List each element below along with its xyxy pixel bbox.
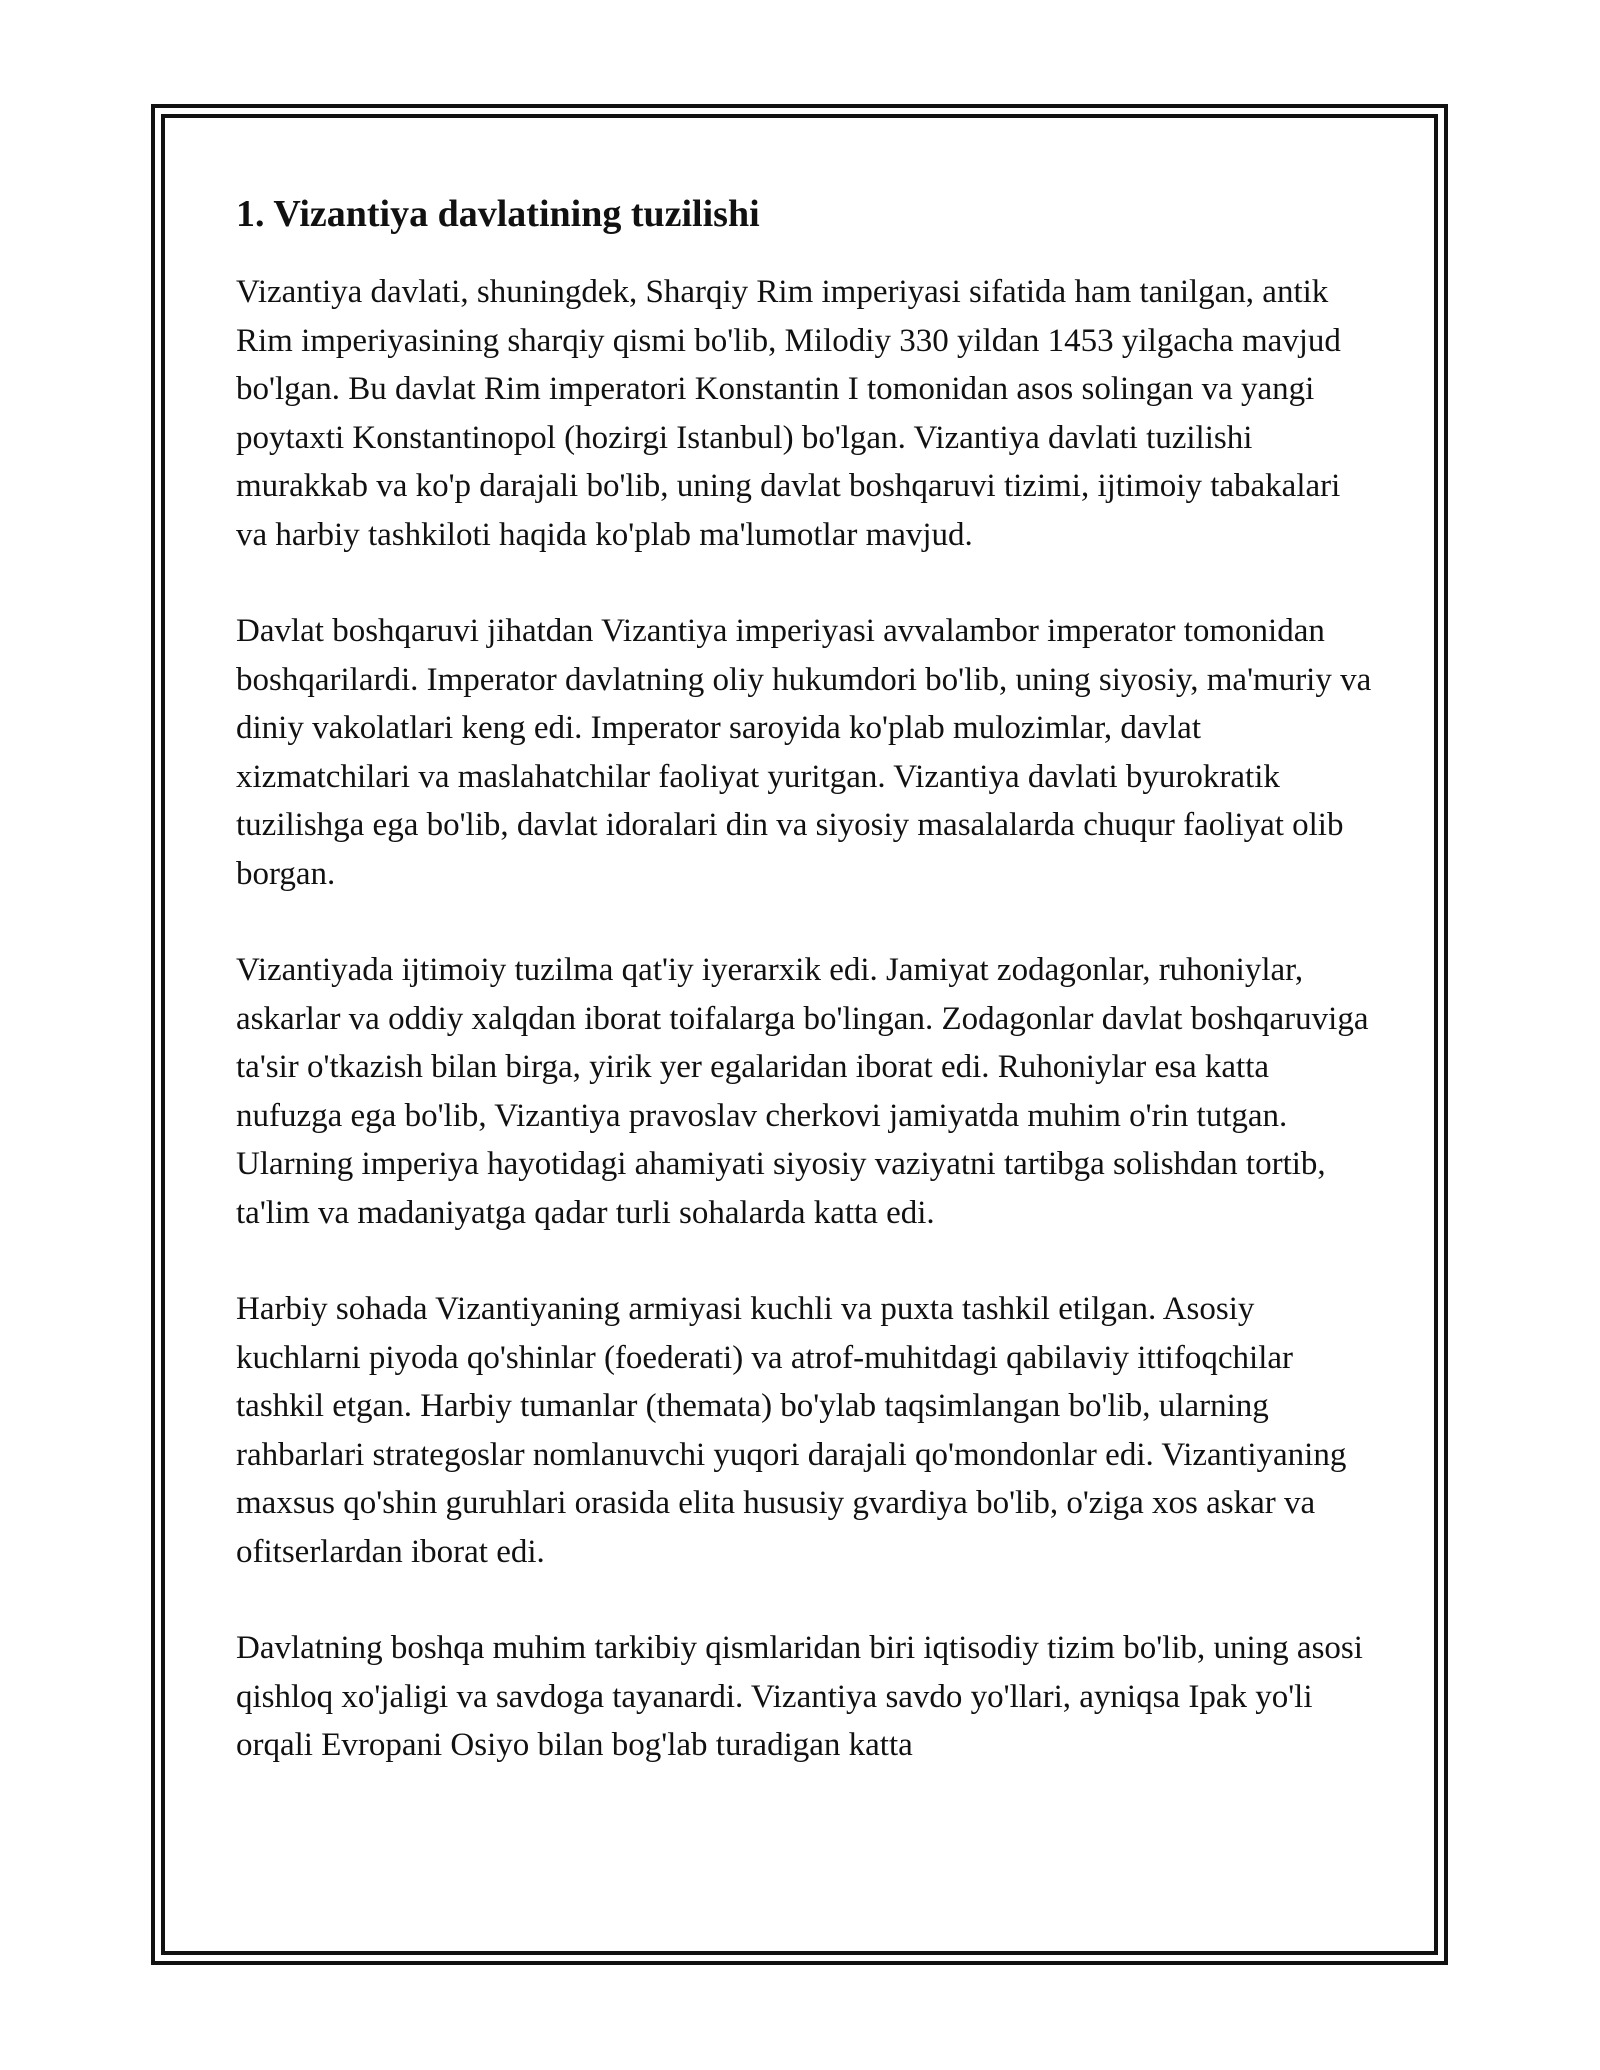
paragraph-2: Davlat boshqaruvi jihatdan Vizantiya imperiyasi avvalambor imperator tomonidan boshqarilardi. Imperator davlatning oliy hukumdori bo'lib, uning siyosiy, ma'muriy va diniy vakolatlari keng edi. Imperator saroyida ko'plab mulozimlar, davlat xizmatchilari va maslahatchilar faoliyat yuritgan. Vizantiya davlati byurokratik tuzilishga ega bo'lib, davlat idoralari din va siyosiy masalalarda chuqur faoliyat olib borgan. [236, 613, 1372, 892]
paragraph-4: Harbiy sohada Vizantiyaning armiyasi kuchli va puxta tashkil etilgan. Asosiy kuchlarni piyoda qo'shinlar (foederati) va atrof-muhitdagi qabilaviy ittifoqchilar tashkil etgan. Harbiy tumanlar (themata) bo'ylab taqsimlangan bo'lib, ularning rahbarlari strategoslar nomlanuvchi yuqori darajali qo'mondonlar edi. Vizantiyaning maxsus qo'shin guruhlari orasida elita hususiy gvardiya bo'lib, o'ziga xos askar va ofitserlardan iborat edi. [236, 1291, 1347, 1570]
document-body [236, 180, 1376, 1818]
paragraph-3: Vizantiyada ijtimoiy tuzilma qat'iy iyerarxik edi. Jamiyat zodagonlar, ruhoniylar, askarlar va oddiy xalqdan iborat toifalarga bo'lingan. Zodagonlar davlat boshqaruviga ta'sir o'tkazish bilan birga, yirik yer egalaridan iborat edi. Ruhoniylar esa katta nufuzga ega bo'lib, Vizantiya pravoslav cherkovi jamiyatda muhim o'rin tutgan. Ularning imperiya hayotidagi ahamiyati siyosiy vaziyatni tartibga solishdan tortib, ta'lim va madaniyatga qadar turli sohalarda katta edi. [236, 952, 1369, 1231]
paragraph-1: Vizantiya davlati, shuningdek, Sharqiy Rim imperiyasi sifatida ham tanilgan, antik Rim imperiyasining sharqiy qismi bo'lib, Milodiy 330 yildan 1453 yilgacha mavjud bo'lgan. Bu davlat Rim imperatori Konstantin I tomonidan asos solingan va yangi poytaxti Konstantinopol (hozirgi Istanbul) bo'lgan. Vizantiya davlati tuzilishi murakkab va ko'p darajali bo'lib, uning davlat boshqaruvi tizimi, ijtimoiy tabakalari va harbiy tashkiloti haqida ko'plab ma'lumotlar mavjud. [236, 274, 1341, 553]
paragraph-5: Davlatning boshqa muhim tarkibiy qismlaridan biri iqtisodiy tizim bo'lib, uning asosi qishloq xo'jaligi va savdoga tayanardi. Vizantiya savdo yo'llari, ayniqsa Ipak yo'li orqali Evropani Osiyo bilan bog'lab turadigan katta [236, 1630, 1363, 1763]
section-heading: 1. Vizantiya davlatining tuzilishi [236, 193, 760, 235]
